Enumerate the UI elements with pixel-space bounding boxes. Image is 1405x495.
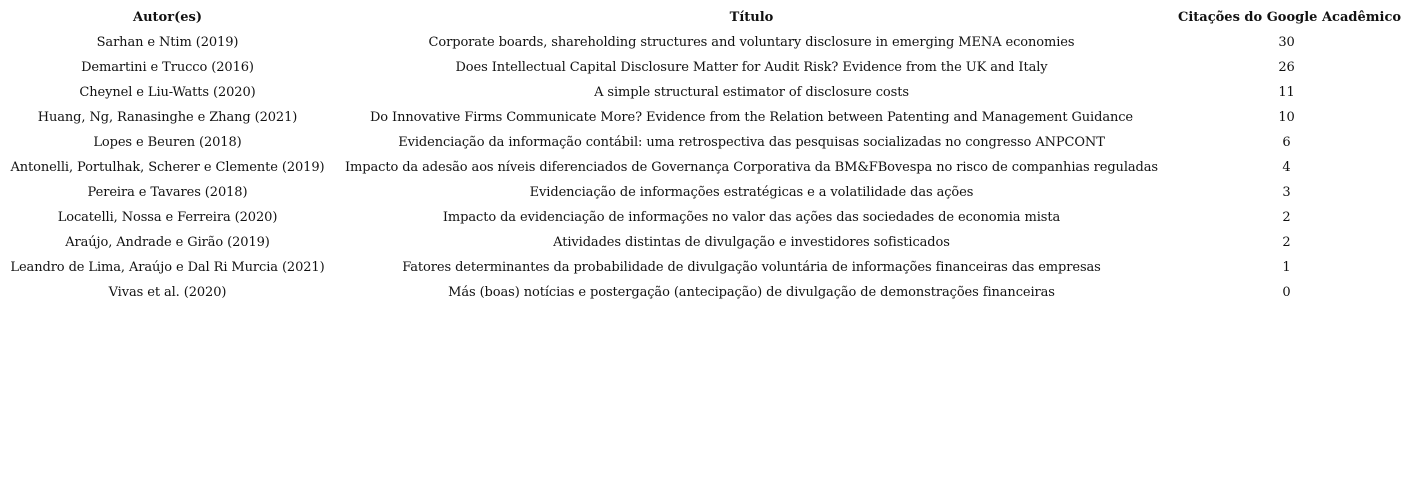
cell-titulo: Atividades distintas de divulgação e investidores sofisticados <box>553 235 950 250</box>
cell-citacoes: 0 <box>1282 285 1291 300</box>
cell-titulo: Corporate boards, shareholding structures and voluntary disclosure in emerging MENA economies <box>428 35 1075 50</box>
table-row <box>0 180 1405 205</box>
cell-citacoes: 1 <box>1282 260 1291 275</box>
header-citacoes: Citações do Google Acadêmico <box>1178 10 1402 25</box>
table-row <box>0 80 1405 105</box>
cell-titulo: Evidenciação da informação contábil: uma retrospectiva das pesquisas socializadas no congresso ANPCONT <box>398 135 1105 150</box>
cell-autores: Lopes e Beuren (2018) <box>93 135 242 150</box>
cell-citacoes: 30 <box>1278 35 1295 50</box>
table-body <box>0 30 1405 305</box>
cell-citacoes: 26 <box>1278 60 1295 75</box>
cell-autores: Vivas et al. (2020) <box>108 285 227 300</box>
cell-citacoes: 10 <box>1278 110 1295 125</box>
table-row <box>0 280 1405 305</box>
cell-autores: Locatelli, Nossa e Ferreira (2020) <box>57 210 278 225</box>
cell-titulo: Does Intellectual Capital Disclosure Matter for Audit Risk? Evidence from the UK and Italy <box>455 60 1048 75</box>
header-titulo: Título <box>729 10 774 25</box>
cell-autores: Cheynel e Liu-Watts (2020) <box>79 85 256 100</box>
citations-table <box>0 5 1405 305</box>
cell-citacoes: 3 <box>1282 185 1291 200</box>
table-row <box>0 255 1405 280</box>
cell-titulo: Más (boas) notícias e postergação (antecipação) de divulgação de demonstrações financeiras <box>448 285 1055 300</box>
cell-autores: Huang, Ng, Ranasinghe e Zhang (2021) <box>37 110 298 125</box>
table-row <box>0 205 1405 230</box>
cell-citacoes: 6 <box>1282 135 1291 150</box>
cell-citacoes: 2 <box>1282 210 1291 225</box>
cell-autores: Leandro de Lima, Araújo e Dal Ri Murcia (2021) <box>10 260 325 275</box>
cell-autores: Sarhan e Ntim (2019) <box>96 35 239 50</box>
table-row <box>0 155 1405 180</box>
table-row <box>0 130 1405 155</box>
table-row <box>0 55 1405 80</box>
cell-titulo: Impacto da adesão aos níveis diferenciados de Governança Corporativa da BM&FBovespa no risco de companhias reguladas <box>345 160 1158 175</box>
cell-titulo: Evidenciação de informações estratégicas e a volatilidade das ações <box>529 185 974 200</box>
cell-titulo: Fatores determinantes da probabilidade de divulgação voluntária de informações financeiras das empresas <box>402 260 1101 275</box>
table-row <box>0 230 1405 255</box>
cell-citacoes: 2 <box>1282 235 1291 250</box>
cell-titulo: Impacto da evidenciação de informações no valor das ações das sociedades de economia mista <box>442 210 1061 225</box>
table-row <box>0 105 1405 130</box>
cell-titulo: Do Innovative Firms Communicate More? Evidence from the Relation between Patenting and Management Guidance <box>369 110 1134 125</box>
cell-titulo: A simple structural estimator of disclosure costs <box>594 85 909 100</box>
cell-autores: Antonelli, Portulhak, Scherer e Clemente (2019) <box>10 160 325 175</box>
cell-citacoes: 11 <box>1278 85 1295 100</box>
cell-autores: Araújo, Andrade e Girão (2019) <box>65 235 270 250</box>
cell-citacoes: 4 <box>1282 160 1291 175</box>
table-row <box>0 30 1405 55</box>
cell-autores: Demartini e Trucco (2016) <box>81 60 254 75</box>
header-autores: Autor(es) <box>133 10 202 25</box>
cell-autores: Pereira e Tavares (2018) <box>87 185 248 200</box>
table-header-row <box>0 5 1405 30</box>
